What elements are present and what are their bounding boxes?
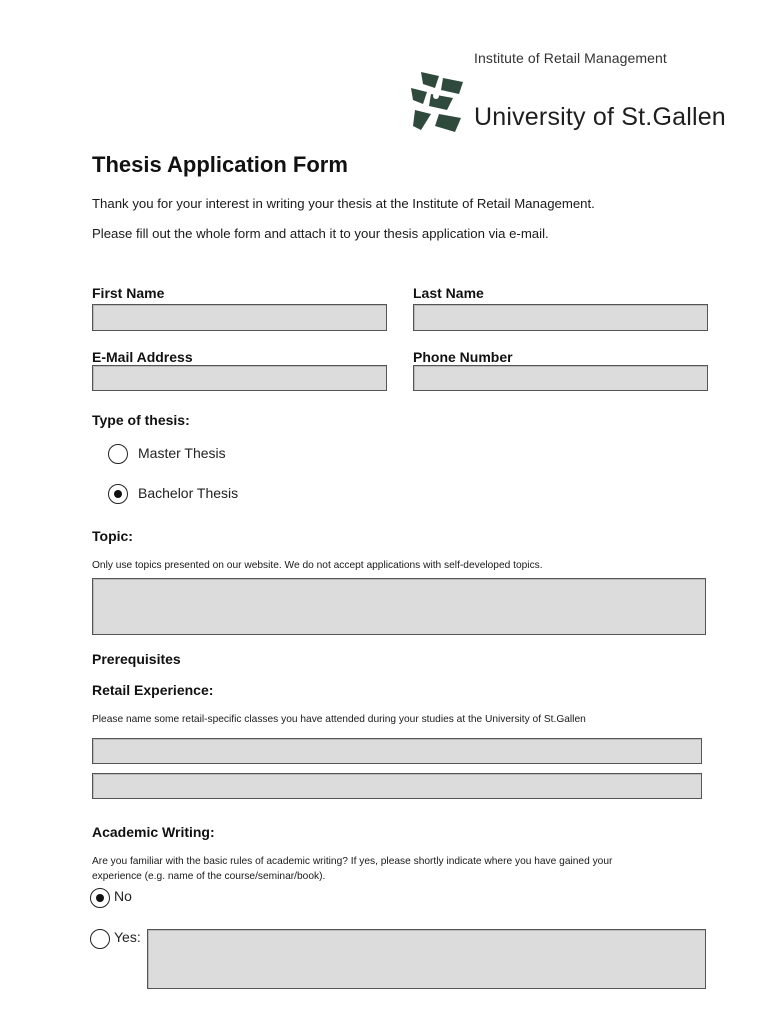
university-logo-icon: [409, 70, 465, 132]
academic-writing-note-1: Are you familiar with the basic rules of academic writing? If yes, please shortly indicate where you have gained your: [92, 856, 613, 867]
retail-experience-label: Retail Experience:: [92, 682, 214, 698]
bachelor-thesis-radio[interactable]: [108, 484, 128, 504]
academic-no-label: No: [114, 888, 132, 904]
first-name-field[interactable]: [92, 304, 387, 331]
master-thesis-radio[interactable]: [108, 444, 128, 464]
academic-no-radio[interactable]: [90, 888, 110, 908]
last-name-field[interactable]: [413, 304, 708, 331]
intro-text-2: Please fill out the whole form and attach it to your thesis application via e-mail.: [92, 226, 549, 241]
retail-experience-note: Please name some retail-specific classes you have attended during your studies at the University of St.Gallen: [92, 714, 586, 725]
phone-label: Phone Number: [413, 349, 513, 365]
topic-note: Only use topics presented on our website. We do not accept applications with self-developed topics.: [92, 560, 543, 571]
university-name: University of St.Gallen: [474, 103, 726, 131]
page-title: Thesis Application Form: [92, 152, 348, 177]
last-name-label: Last Name: [413, 285, 484, 301]
institute-name: Institute of Retail Management: [474, 50, 667, 66]
intro-text-1: Thank you for your interest in writing your thesis at the Institute of Retail Management.: [92, 196, 595, 211]
prerequisites-heading: Prerequisites: [92, 651, 181, 667]
retail-class-field-1[interactable]: [92, 738, 702, 764]
email-field[interactable]: [92, 365, 387, 391]
phone-field[interactable]: [413, 365, 708, 391]
first-name-label: First Name: [92, 285, 165, 301]
academic-writing-label: Academic Writing:: [92, 824, 215, 840]
retail-class-field-2[interactable]: [92, 773, 702, 799]
academic-experience-field[interactable]: [147, 929, 706, 989]
academic-writing-note-2: experience (e.g. name of the course/seminar/book).: [92, 871, 326, 882]
academic-yes-label: Yes:: [114, 929, 141, 945]
topic-label: Topic:: [92, 528, 133, 544]
thesis-type-label: Type of thesis:: [92, 412, 190, 428]
master-thesis-label: Master Thesis: [138, 445, 226, 461]
academic-yes-radio[interactable]: [90, 929, 110, 949]
email-label: E-Mail Address: [92, 349, 193, 365]
topic-field[interactable]: [92, 578, 706, 635]
bachelor-thesis-label: Bachelor Thesis: [138, 485, 239, 501]
